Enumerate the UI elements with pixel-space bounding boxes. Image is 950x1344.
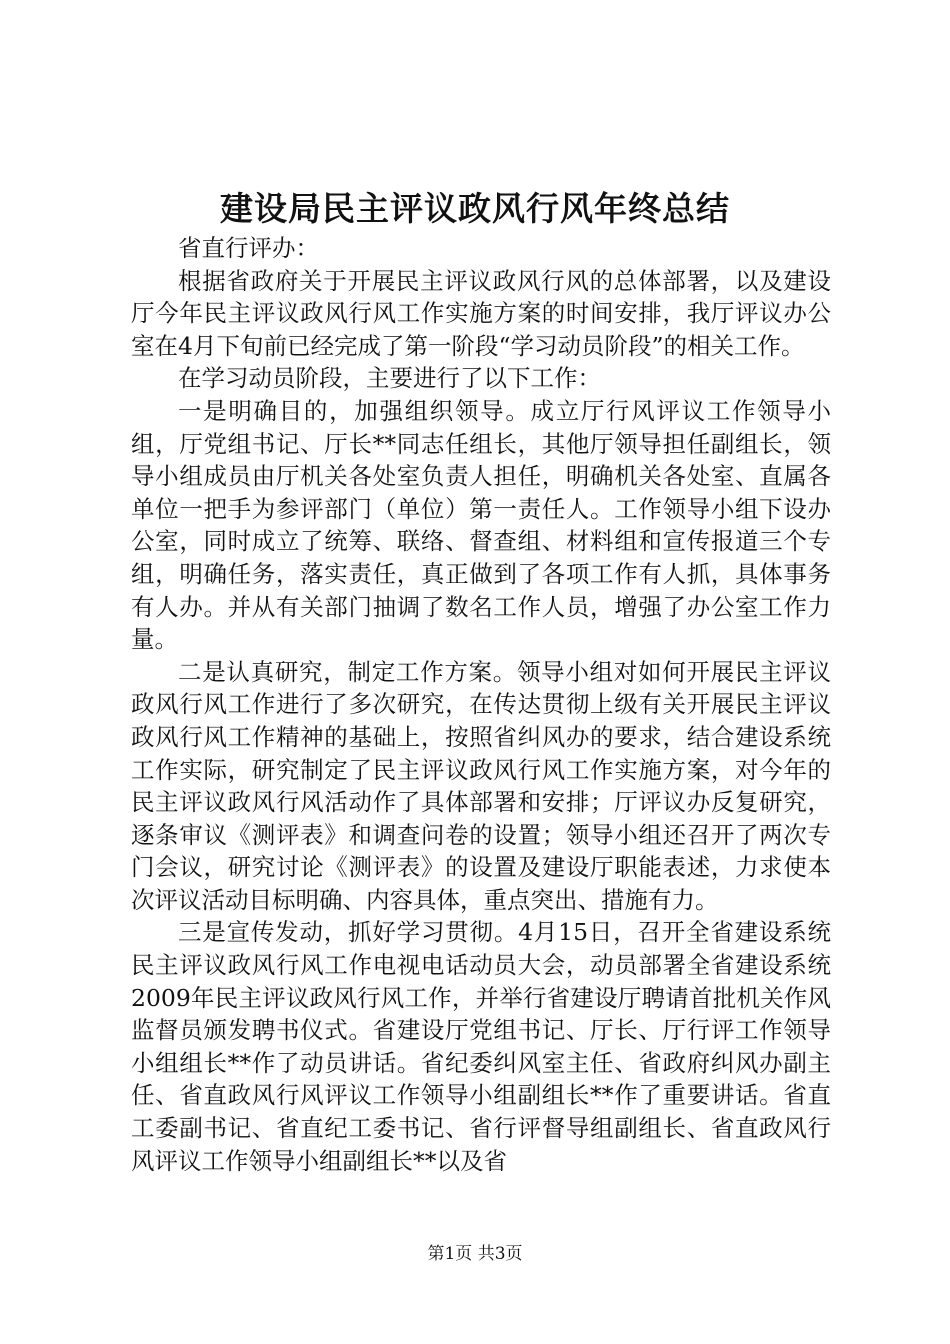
- paragraph-work-summary: 在学习动员阶段，主要进行了以下工作：: [178, 364, 601, 393]
- document-body: [131, 232, 831, 1177]
- paragraph-item-one: 一是明确目的，加强组织领导。成立厅行风评议工作领导小组，厅党组书记、厅长**同志任组长，其他厅领导担任副组长，领导小组成员由厅机关各处室负责人担任，明确机关各处室、直属各单位一把手为参评部门（单位）第一责任人。工作领导小组下设办公室，同时成立了统筹、联络、督查组、材料组和宣传报道三个专组，明确任务，落实责任，真正做到了各项工作有人抓，具体事务有人办。并从有关部门抽调了数名工作人员，增强了办公室工作力量。: [131, 396, 831, 654]
- salutation: 省直行评办：: [178, 234, 319, 262]
- page-footer: 第1页 共3页: [427, 1244, 523, 1264]
- paragraph-intro: 根据省政府关于开展民主评议政风行风的总体部署，以及建设厅今年民主评议政风行风工作实施方案的时间安排，我厅评议办公室在4月下旬前已经完成了第一阶段“学习动员阶段”的相关工作。: [131, 266, 831, 360]
- paragraph-item-two: 二是认真研究，制定工作方案。领导小组对如何开展民主评议政风行风工作进行了多次研究，在传达贯彻上级有关开展民主评议政风行风工作精神的基础上，按照省纠风办的要求，结合建设系统工作实际，研究制定了民主评议政风行风工作实施方案，对今年的民主评议政风行风活动作了具体部署和安排；厅评议办反复研究，逐条审议《测评表》和调查问卷的设置；领导小组还召开了两次专门会议，研究讨论《测评表》的设置及建设厅职能表述，力求使本次评议活动目标明确、内容具体，重点突出、措施有力。: [131, 657, 831, 914]
- paragraph-item-three: 三是宣传发动，抓好学习贯彻。4月15日，召开全省建设系统民主评议政风行风工作电视电话动员大会，动员部署全省建设系统2009年民主评议政风行风工作，并举行省建设厅聘请首批机关作风监督员颁发聘书仪式。省建设厅党组书记、厅长、厅行评工作领导小组组长**作了动员讲话。省纪委纠风室主任、省政府纠风办副主任、省直政风行风评议工作领导小组副组长**作了重要讲话。省直工委副书记、省直纪工委书记、省行评督导组副组长、省直政风行风评议工作领导小组副组长**以及省: [131, 918, 831, 1175]
- document-title: 建设局民主评议政风行风年终总结: [220, 189, 730, 228]
